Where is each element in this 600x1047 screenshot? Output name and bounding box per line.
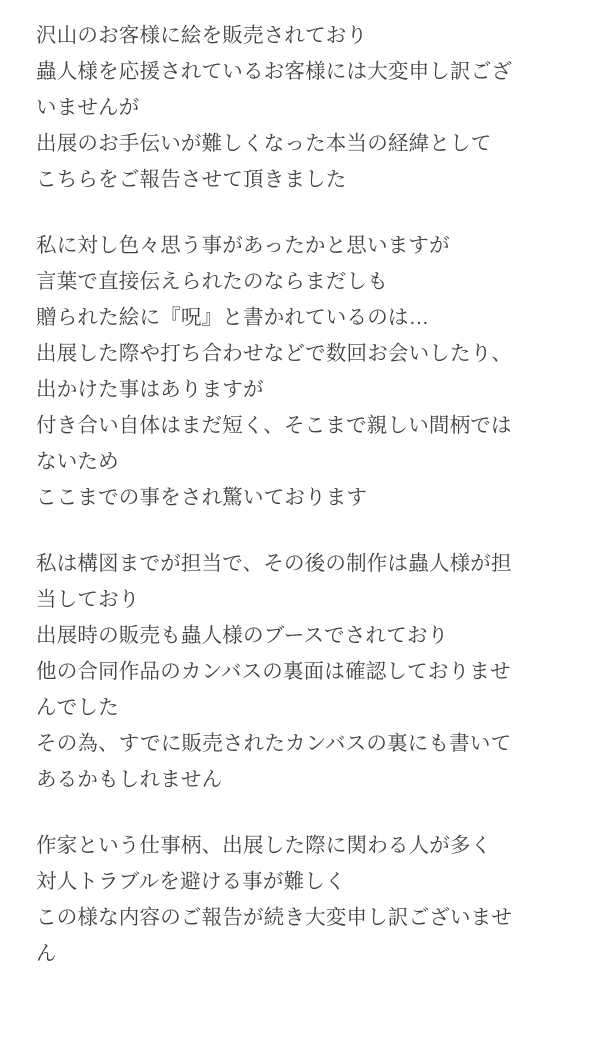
text-line: んでした <box>36 696 119 719</box>
text-line: 言葉で直接伝えられたのならまだしも <box>36 270 388 293</box>
paragraph-4 <box>36 828 568 972</box>
text-line: こちらをご報告させて頂きました <box>36 168 347 191</box>
paragraph-1 <box>36 18 568 198</box>
text-line: 対人トラブルを避ける事が難しく <box>36 870 346 893</box>
text-line: いませんが <box>36 96 140 119</box>
text-line: 出展のお手伝いが難しくなった本当の経緯として <box>36 132 492 155</box>
text-line: 当しており <box>36 588 140 611</box>
text-line: 他の合同作品のカンバスの裏面は確認しておりませ <box>36 660 511 683</box>
text-line: ん <box>36 942 57 965</box>
text-line: 蟲人様を応援されているお客様には大変申し訳ござ <box>36 60 513 83</box>
text-line: 出かけた事はありますが <box>36 378 264 401</box>
text-line: ここまでの事をされ驚いております <box>36 486 368 509</box>
text-line: その為、すでに販売されたカンバスの裏にも書いて <box>36 732 512 755</box>
text-line: 作家という仕事柄、出展した際に関わる人が多く <box>36 834 492 857</box>
text-line: 贈られた絵に『呪』と書かれているのは… <box>36 306 430 329</box>
text-line: 私に対し色々思う事があったかと思いますが <box>36 234 450 257</box>
text-line: 出展時の販売も蟲人様のブースでされており <box>36 624 449 647</box>
text-line: ないため <box>36 450 119 473</box>
text-line: 私は構図までが担当で、その後の制作は蟲人様が担 <box>36 552 512 575</box>
paragraph-3 <box>36 546 568 798</box>
paragraph-2 <box>36 228 568 516</box>
text-line: 沢山のお客様に絵を販売されており <box>36 24 368 47</box>
text-line: この様な内容のご報告が続き大変申し訳ございませ <box>36 906 513 929</box>
text-line: あるかもしれません <box>36 768 223 791</box>
text-line: 付き合い自体はまだ短く、そこまで親しい間柄では <box>36 414 512 437</box>
text-line: 出展した際や打ち合わせなどで数回お会いしたり、 <box>36 342 513 365</box>
